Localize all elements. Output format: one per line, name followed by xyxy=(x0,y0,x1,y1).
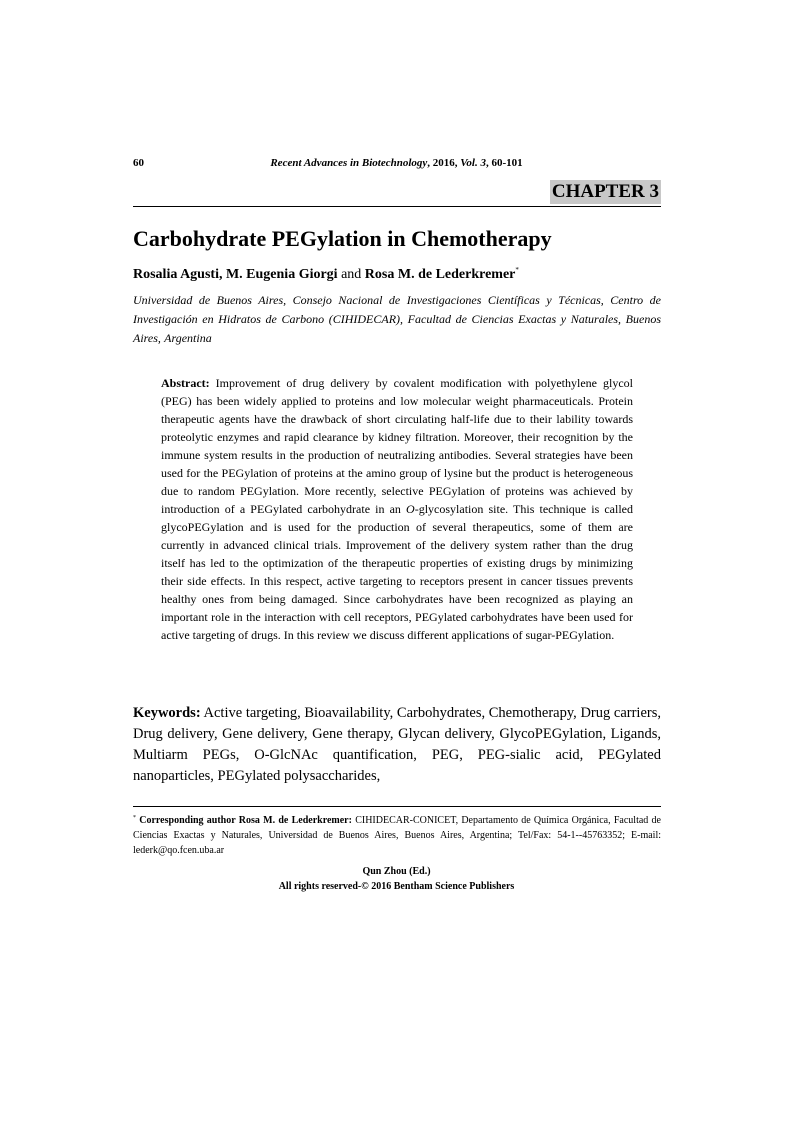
journal-volume: Vol. 3 xyxy=(460,157,486,169)
article-title: Carbohydrate PEGylation in Chemotherapy xyxy=(133,226,552,251)
author-list xyxy=(133,266,519,283)
journal-year: , 2016, xyxy=(427,157,461,169)
keywords-text: Active targeting, Bioavailability, Carbohydrates, Chemotherapy, Drug carriers, Drug delivery, Gene delivery, Gene therapy, Glycan delivery, GlycoPEGylation, Ligands, Multiarm PEGs, O-GlcNAc quantification, PEG, PEG-sialic acid, PEGylated nanoparticles, PEGylated polysaccharides, xyxy=(133,705,661,784)
abstract-text-1: Improvement of drug delivery by covalent modification with polyethylene glycol (PEG) has been widely applied to proteins and low molecular weight pharmaceuticals. Protein therapeutic agents have the drawback of short circulating half-life due to their lability towards proteolytic enzymes and rapid clearance by kidney filtration. Moreover, their recognition by the immune system results in the production of neutralizing antibodies. Several strategies have been used for the PEGylation of proteins at the amino group of lysine but the product is heterogeneous due to random PEGylation. More recently, selective PEGylation of proteins was achieved by introduction of a PEGylated carbohydrate in an xyxy=(161,376,633,516)
corresponding-marker: * xyxy=(515,266,519,274)
chapter-label: CHAPTER 3 xyxy=(551,181,659,202)
author-names-first: Rosalia Agusti, M. Eugenia Giorgi xyxy=(133,267,338,282)
footnote-divider xyxy=(133,806,661,807)
footnote-label: Corresponding author Rosa M. de Lederkremer: xyxy=(136,815,352,826)
footnote-text: CIHIDECAR-CONICET, Departamento de Química Orgánica, Facultad de Ciencias Exactas y Naturales, Universidad de Buenos Aires, Buenos Aires, Argentina; Tel/Fax: 54-1--45763352; E-mail: lederk@qo.fcen.uba.ar xyxy=(133,815,661,856)
rights-line: All rights reserved-© 2016 Bentham Science Publishers xyxy=(278,881,515,892)
keywords-label: Keywords: xyxy=(133,705,201,721)
author-names-last: Rosa M. de Lederkremer xyxy=(364,267,516,282)
keywords-block xyxy=(133,703,661,787)
author-conjunction: and xyxy=(337,267,365,282)
header-divider xyxy=(133,206,661,207)
abstract-label: Abstract: xyxy=(161,376,210,390)
footnote xyxy=(133,811,661,858)
abstract-block xyxy=(161,374,633,644)
editor-line: Qun Zhou (Ed.) xyxy=(362,866,431,877)
abstract-text-2: -glycosylation site. This technique is called glycoPEGylation and is used for the production of several therapeutics, some of them are currently in advanced clinical trials. Improvement of the delivery system rather than the drug itself has led to the optimization of the therapeutic properties of existing drugs by minimizing their side effects. In this respect, active targeting to receptors present in cancer tissues prevents healthy ones from being damaged. Since carbohydrates have been recognized as playing an important role in the interaction with cell receptors, PEGylated carbohydrates have been used for active targeting of drugs. In this review we discuss different applications of sugar-PEGylation. xyxy=(161,502,634,642)
journal-citation xyxy=(0,157,793,169)
footnote-marker: * xyxy=(133,815,136,821)
journal-name: Recent Advances in Biotechnology xyxy=(270,157,428,169)
abstract-italic-o: O xyxy=(406,502,415,516)
affiliation: Universidad de Buenos Aires, Consejo Nacional de Investigaciones Científicas y Técnicas, Centro de Investigación en Hidratos de Carbono (CIHIDECAR), Facultad de Ciencias Exactas y Naturales, Buenos Aires, Argentina xyxy=(133,293,661,345)
journal-pages: , 60-101 xyxy=(485,157,523,169)
page-number: 60 xyxy=(133,157,144,169)
